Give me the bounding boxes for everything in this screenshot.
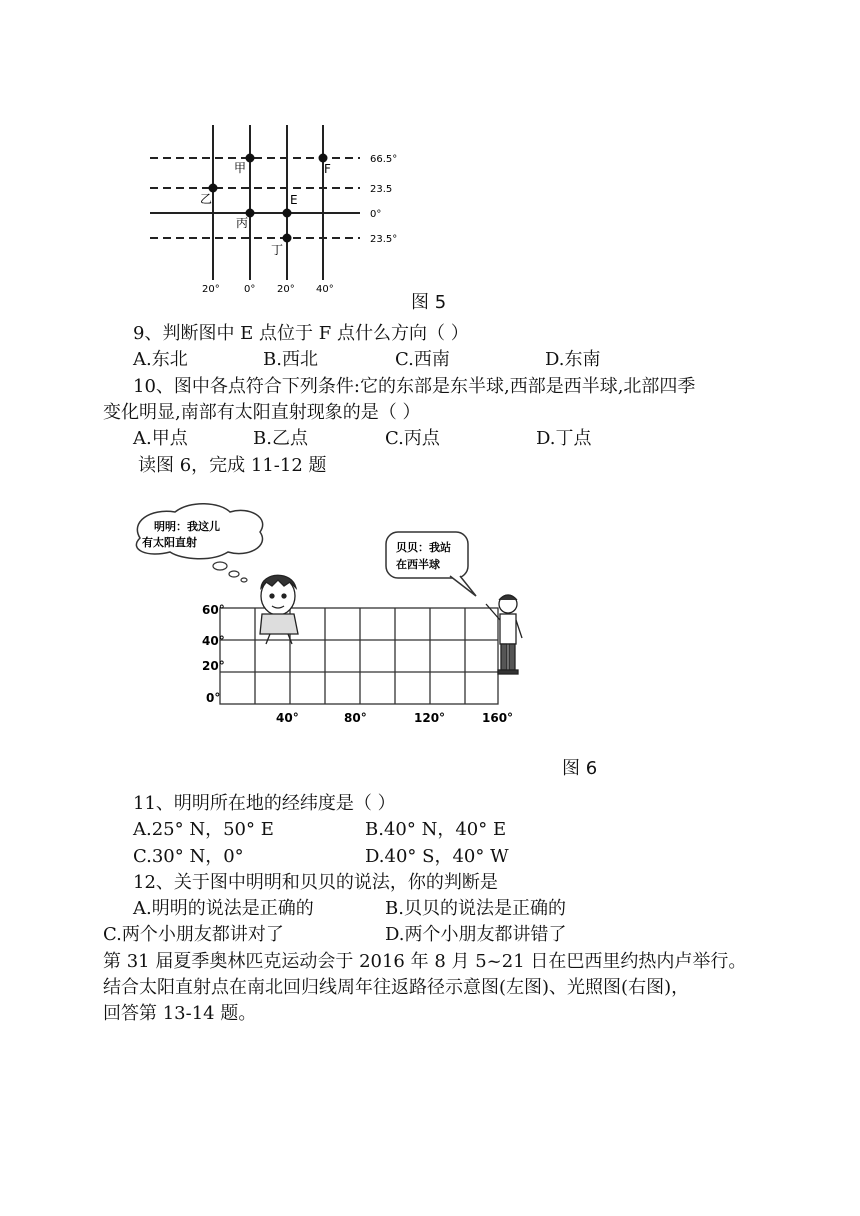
q12-option-a[interactable]: A.明明的说法是正确的	[133, 898, 314, 919]
read-figure-6-instruction: 读图 6，完成 11-12 题	[138, 455, 327, 476]
figure-5-caption: 图 5	[411, 292, 447, 313]
q12-option-b[interactable]: B.贝贝的说法是正确的	[385, 898, 566, 919]
q9-option-a[interactable]: A.东北	[133, 349, 188, 370]
fig6-lon-label: 120°	[414, 711, 446, 725]
q11-option-d[interactable]: D.40° S，40° W	[365, 846, 509, 867]
lon-label: 20°	[202, 284, 220, 295]
label-f: F	[324, 162, 331, 176]
q12-option-d[interactable]: D.两个小朋友都讲错了	[385, 924, 567, 945]
q12-stem: 12、关于图中明明和贝贝的说法，你的判断是	[133, 872, 498, 893]
point-ding	[283, 234, 292, 243]
q9-option-c[interactable]: C.西南	[395, 349, 450, 370]
figure-6-illustration	[120, 500, 540, 735]
q12-option-c[interactable]: C.两个小朋友都讲对了	[103, 924, 284, 945]
paragraph-line2: 结合太阳直射点在南北回归线周年往返路径示意图(左图)、光照图(右图)，	[103, 977, 690, 998]
q11-option-b[interactable]: B.40° N，40° E	[365, 819, 507, 840]
fig6-lat-label: 60°	[202, 603, 225, 617]
beibei-figure	[486, 595, 522, 674]
lon-label: 0°	[244, 284, 256, 295]
bubble-right-line1: 贝贝：我站	[396, 541, 451, 554]
label-jia: 甲	[234, 161, 247, 175]
label-yi: 乙	[200, 192, 213, 206]
bubble-left-line1: 明明：我这儿	[154, 520, 220, 533]
figure-6-caption: 图 6	[562, 758, 598, 779]
lat-label: 66.5°	[370, 154, 398, 165]
label-ding: 丁	[271, 243, 284, 257]
mingming-figure	[260, 575, 298, 644]
q9-stem: 9、判断图中 E 点位于 F 点什么方向（ ）	[133, 323, 469, 344]
q9-option-b[interactable]: B.西北	[263, 349, 318, 370]
paragraph-line3: 回答第 13-14 题。	[103, 1003, 257, 1024]
paragraph-line1: 第 31 届夏季奥林匹克运动会于 2016 年 8 月 5~21 日在巴西里约热内卢举行。	[103, 951, 747, 972]
fig6-lon-label: 80°	[344, 711, 367, 725]
lat-label: 23.5°	[370, 234, 398, 245]
fig6-lon-label: 40°	[276, 711, 299, 725]
q10-stem-line1: 10、图中各点符合下列条件:它的东部是东半球,西部是西半球,北部四季	[133, 376, 696, 397]
q11-option-a[interactable]: A.25° N，50° E	[133, 819, 274, 840]
fig6-lon-label: 160°	[482, 711, 514, 725]
fig6-lat-label: 40°	[202, 634, 225, 648]
point-jia	[246, 154, 255, 163]
lat-label: 23.5	[370, 184, 393, 195]
fig6-lat-label: 20°	[202, 659, 225, 673]
label-bing: 丙	[236, 216, 249, 230]
q11-stem: 11、明明所在地的经纬度是（ ）	[133, 793, 396, 814]
bubble-left-line2: 有太阳直射	[142, 536, 197, 549]
q10-stem-line2: 变化明显,南部有太阳直射现象的是（ ）	[103, 402, 421, 423]
q9-option-d[interactable]: D.东南	[545, 349, 601, 370]
q11-option-c[interactable]: C.30° N，0°	[133, 846, 244, 867]
q10-option-b[interactable]: B.乙点	[253, 428, 308, 449]
bubble-right-line2: 在西半球	[396, 558, 440, 571]
q10-option-a[interactable]: A.甲点	[133, 428, 188, 449]
fig6-lat-label: 0°	[206, 691, 221, 705]
q10-option-c[interactable]: C.丙点	[385, 428, 440, 449]
figure-5-grid	[140, 120, 420, 300]
label-e: E	[290, 193, 298, 207]
lon-label: 40°	[316, 284, 334, 295]
q10-option-d[interactable]: D.丁点	[536, 428, 592, 449]
point-e	[283, 209, 292, 218]
lat-label: 0°	[370, 209, 382, 220]
lon-label: 20°	[277, 284, 295, 295]
